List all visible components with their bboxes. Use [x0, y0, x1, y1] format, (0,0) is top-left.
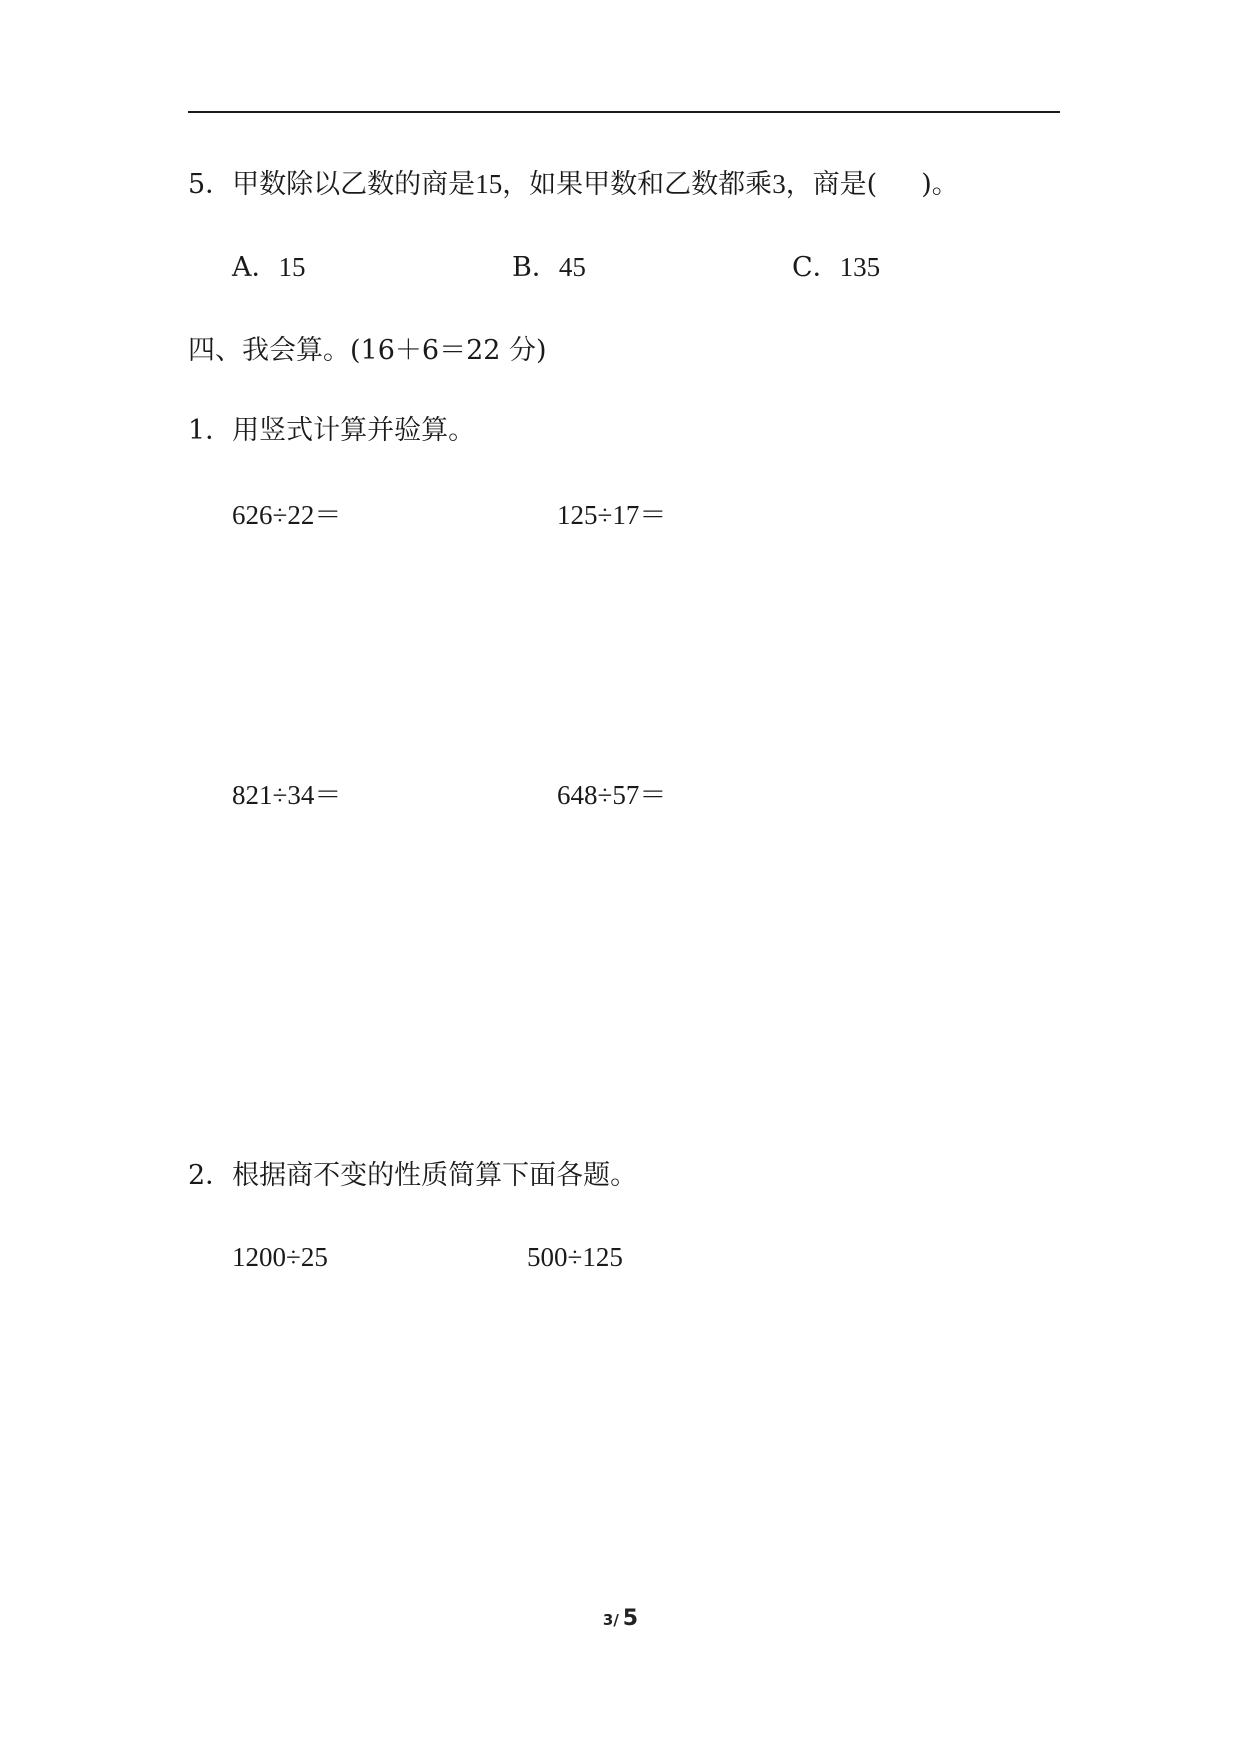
- option-b: [512, 249, 586, 286]
- problem-648-div-57: 648÷57＝: [557, 780, 667, 810]
- question-5: [188, 166, 959, 203]
- question-5-text-a: 5．甲数除以乙数的商是: [188, 169, 476, 200]
- option-b-label: B．: [512, 252, 559, 283]
- problem-626-div-22: 626÷22＝: [232, 500, 342, 530]
- part-2-title: 2．根据商不变的性质简算下面各题。: [188, 1160, 638, 1191]
- option-a-value: 15: [278, 252, 306, 282]
- option-c-label: C．: [792, 252, 840, 283]
- page-number: [0, 1606, 1241, 1631]
- page-separator: /: [613, 1611, 619, 1629]
- section-4-title: 四、我会算。(16＋6＝22 分): [188, 335, 547, 366]
- option-a: [232, 249, 306, 286]
- problem-1200-div-25: 1200÷25: [232, 1242, 328, 1272]
- header-rule: [188, 111, 1060, 113]
- question-5-text-d: )。: [921, 169, 959, 200]
- problem-500-div-125: 500÷125: [527, 1242, 623, 1272]
- current-page: 3: [602, 1611, 614, 1629]
- question-5-num1: 15: [475, 169, 503, 199]
- question-5-text-b: ，如果甲数和乙数都乘: [502, 169, 773, 200]
- option-c: [792, 249, 880, 286]
- question-5-text-c: ，商是(: [785, 169, 878, 200]
- question-5-num2: 3: [772, 169, 786, 199]
- option-c-value: 135: [839, 252, 881, 282]
- problem-821-div-34: 821÷34＝: [232, 780, 342, 810]
- part-1-title: 1．用竖式计算并验算。: [188, 415, 476, 446]
- option-b-value: 45: [558, 252, 586, 282]
- option-a-label: A．: [232, 252, 279, 283]
- problem-125-div-17: 125÷17＝: [557, 500, 667, 530]
- total-pages: 5: [622, 1606, 639, 1631]
